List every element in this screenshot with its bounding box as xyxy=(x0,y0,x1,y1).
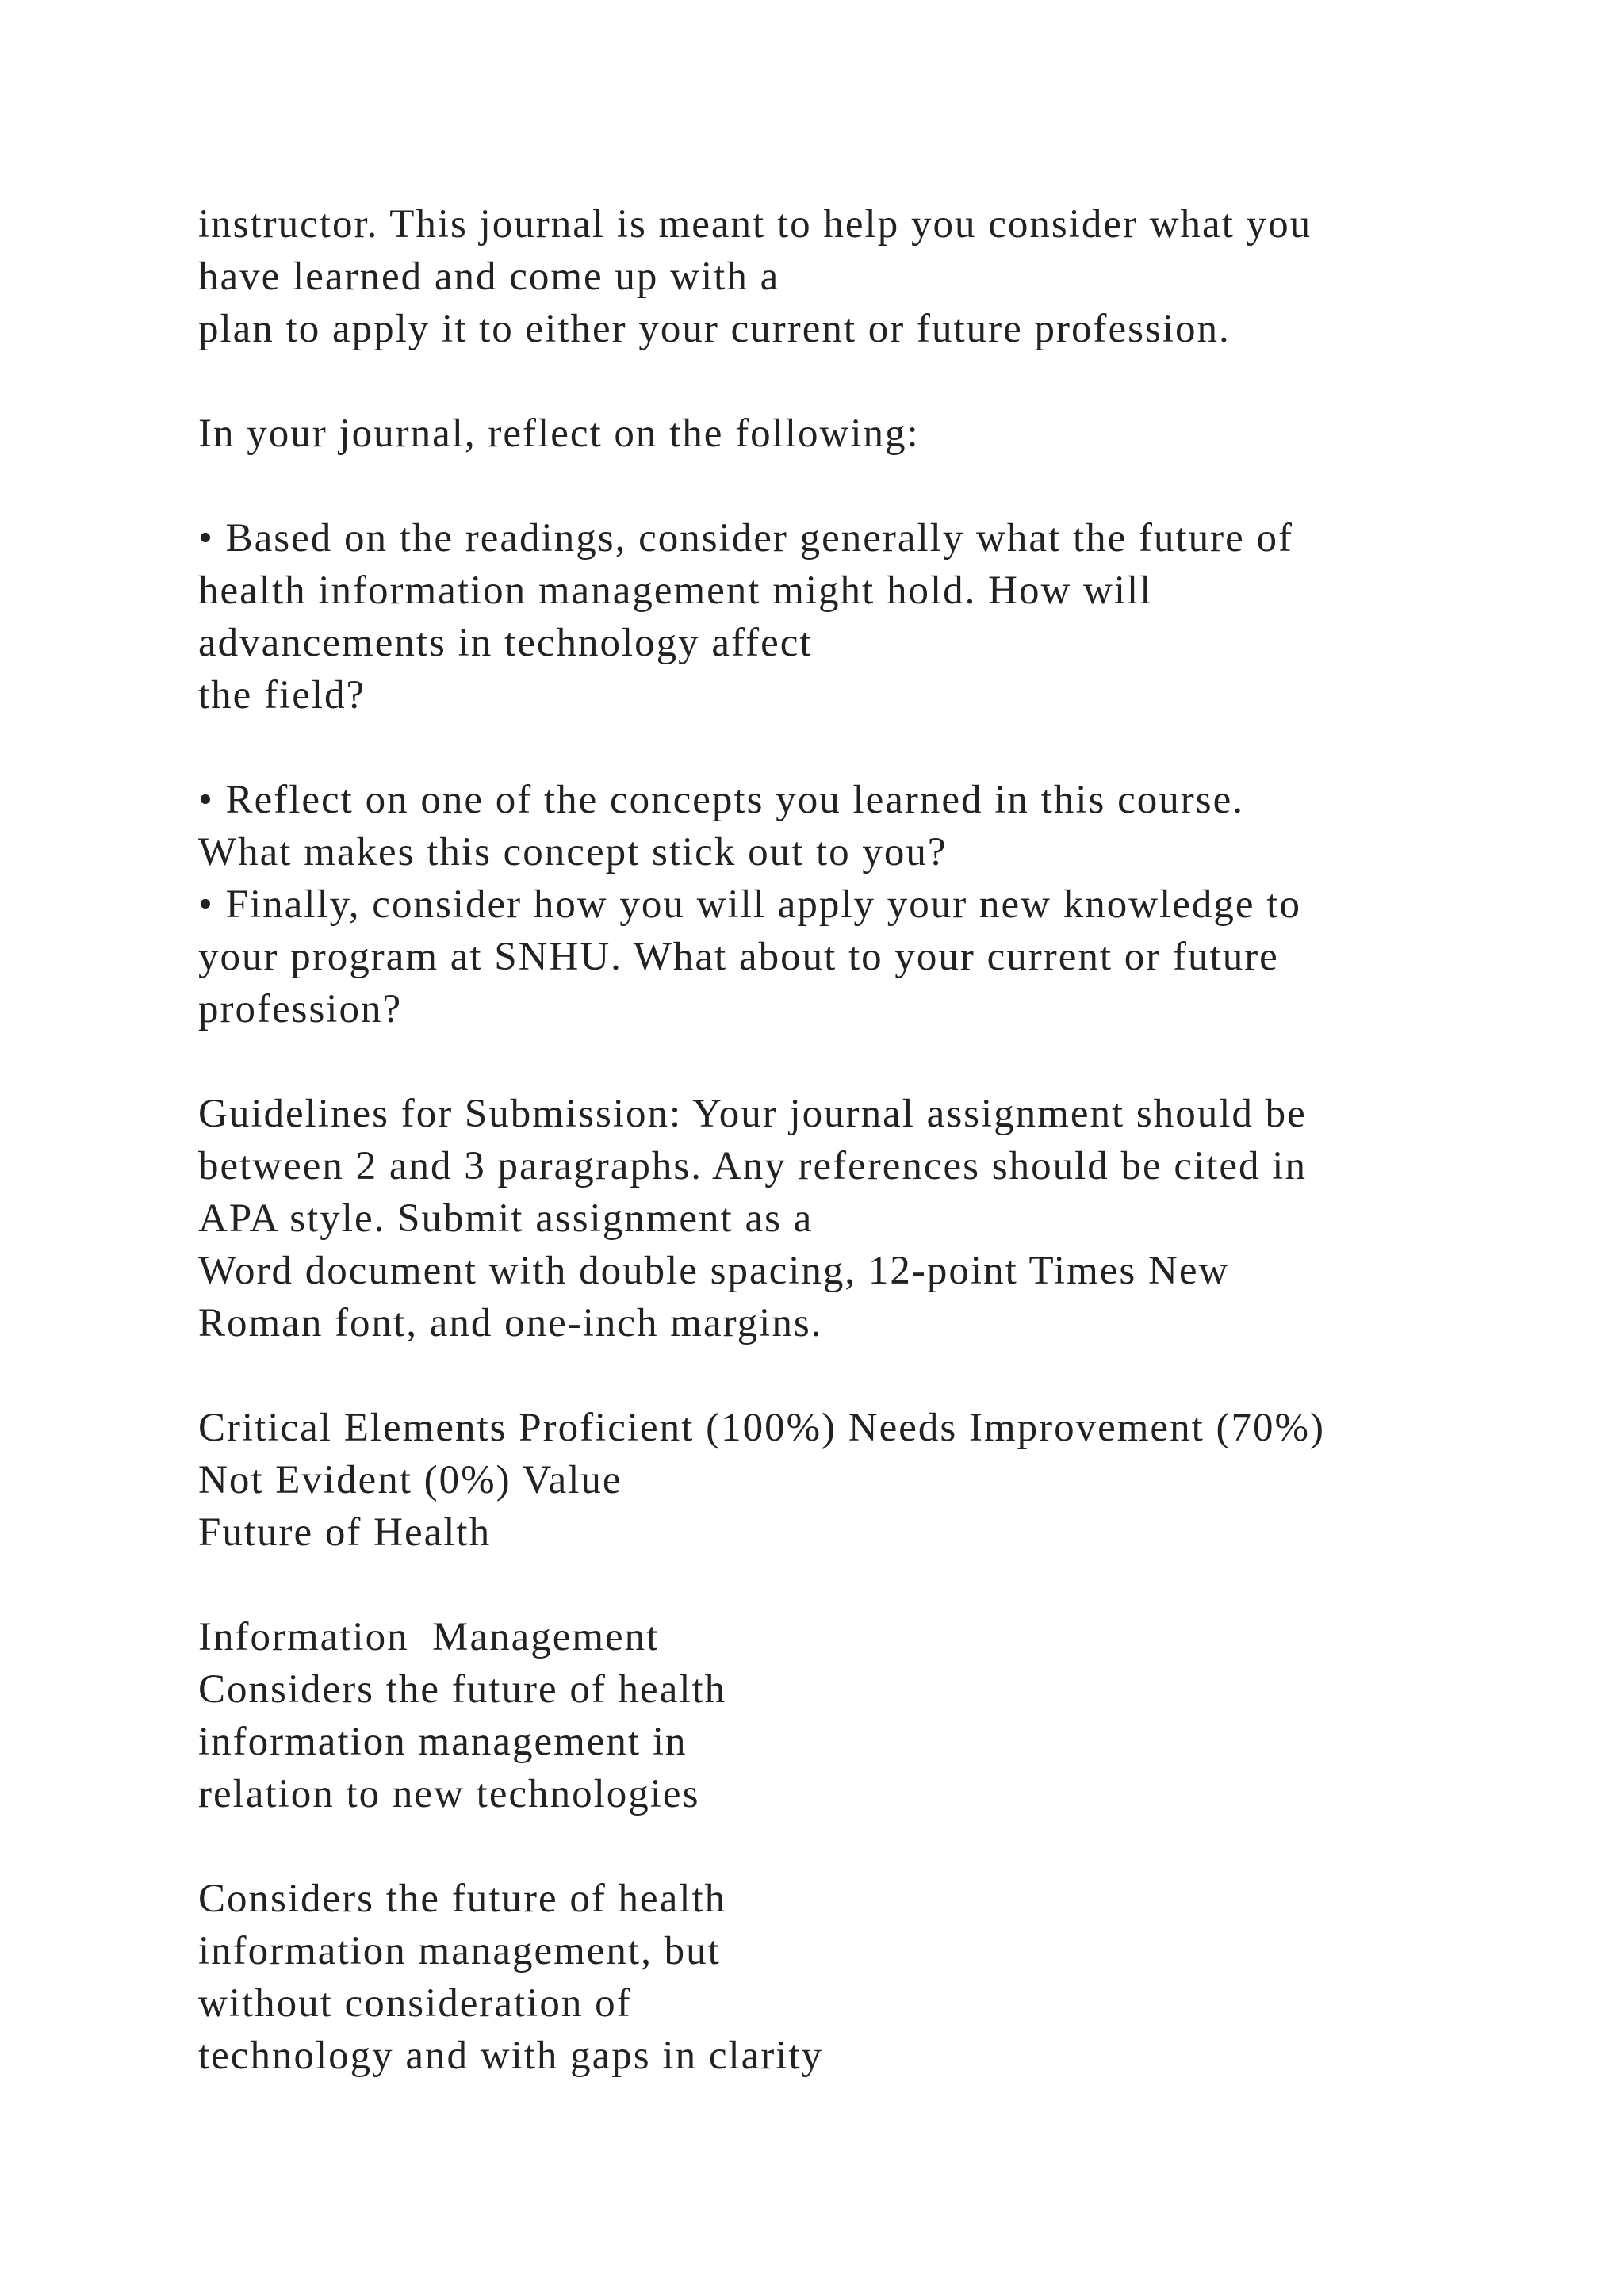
rubric-proficient-text: relation to new technologies xyxy=(198,1772,700,1816)
rubric-needs-improvement-text: technology and with gaps in clarity xyxy=(198,2034,824,2078)
rubric-header: Not Evident (0%) Value xyxy=(198,1458,622,1502)
text-line: Word document with double spacing, 12-point Times New xyxy=(198,1249,1230,1293)
text-line: What makes this concept stick out to you? xyxy=(198,830,948,874)
paragraph-gap xyxy=(198,460,1467,512)
paragraph-gap xyxy=(198,1035,1467,1088)
rubric-needs-improvement-text: without consideration of xyxy=(198,1981,632,2026)
text-line: Guidelines for Submission: Your journal assignment should be xyxy=(198,1092,1307,1136)
bullet-item: • Reflect on one of the concepts you learned in this course. xyxy=(198,778,1244,822)
rubric-needs-improvement-text: information management, but xyxy=(198,1929,721,1973)
text-line: In your journal, reflect on the following: xyxy=(198,411,920,456)
paragraph-gap xyxy=(198,1820,1467,1873)
text-line: advancements in technology affect xyxy=(198,621,813,665)
text-line: plan to apply it to either your current or future profession. xyxy=(198,307,1231,351)
text-line: instructor. This journal is meant to help you consider what you xyxy=(198,202,1312,247)
paragraph-gap xyxy=(198,1349,1467,1402)
rubric-header: Critical Elements Proficient (100%) Needs Improvement (70%) xyxy=(198,1406,1325,1450)
text-line: Roman font, and one-inch margins. xyxy=(198,1301,823,1345)
paragraph-gap xyxy=(198,721,1467,774)
bullet-item: • Finally, consider how you will apply your new knowledge to xyxy=(198,882,1301,927)
rubric-needs-improvement-text: Considers the future of health xyxy=(198,1877,727,1921)
paragraph-gap xyxy=(198,355,1467,408)
bullet-item: • Based on the readings, consider generally what the future of xyxy=(198,516,1294,561)
text-line: profession? xyxy=(198,987,403,1031)
text-line: your program at SNHU. What about to your current or future xyxy=(198,935,1279,979)
document-text xyxy=(198,198,1467,2082)
text-line: health information management might hold. How will xyxy=(198,568,1153,613)
text-line: have learned and come up with a xyxy=(198,254,780,299)
text-line: between 2 and 3 paragraphs. Any references should be cited in xyxy=(198,1144,1307,1188)
paragraph-gap xyxy=(198,1559,1467,1611)
rubric-criterion: Information Management xyxy=(198,1615,660,1659)
text-line: APA style. Submit assignment as a xyxy=(198,1196,814,1241)
rubric-criterion: Future of Health xyxy=(198,1510,492,1555)
text-line: the field? xyxy=(198,673,366,718)
rubric-proficient-text: information management in xyxy=(198,1720,688,1764)
rubric-proficient-text: Considers the future of health xyxy=(198,1667,727,1712)
